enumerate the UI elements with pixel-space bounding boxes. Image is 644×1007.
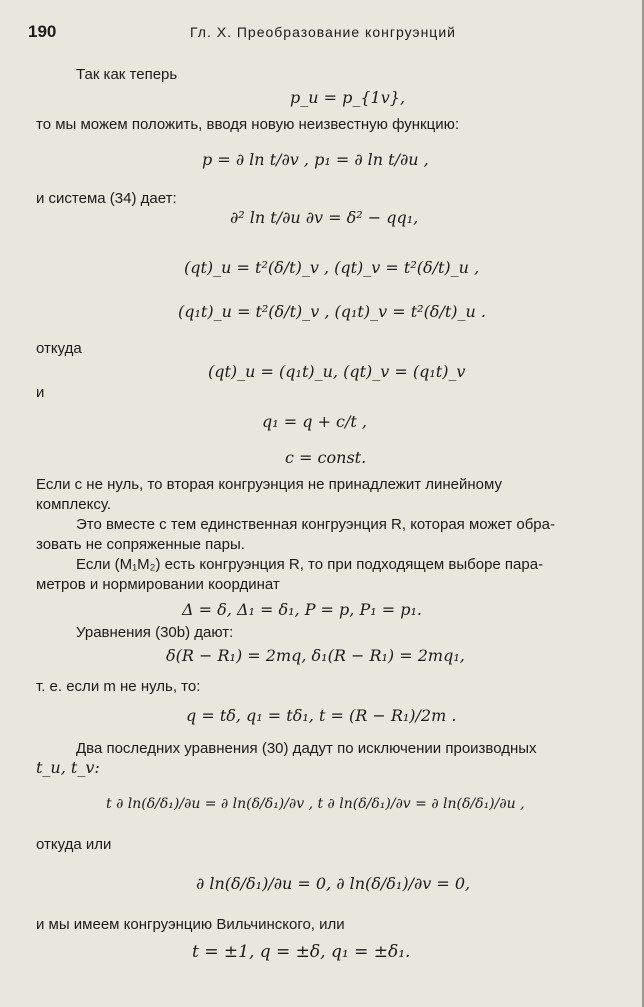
formula: (qt)_u = t²(δ/t)_v , (qt)_v = t²(δ/t)_u , (184, 258, 480, 277)
text-line: комплексу. (36, 496, 111, 513)
text-line: зовать не сопряженные пары. (36, 536, 245, 553)
formula: (q₁t)_u = t²(δ/t)_v , (q₁t)_v = t²(δ/t)_u . (178, 302, 486, 321)
text-line: и (36, 384, 45, 401)
text-line: Так как теперь (76, 66, 178, 83)
text-line: откуда или (36, 836, 112, 853)
text-line: Если (M₁M₂) есть конгруэнция R, то при подходящем выборе пара- (76, 556, 544, 573)
formula: ∂² ln t/∂u ∂v = δ² − qq₁, (230, 208, 419, 227)
text-line: Уравнения (30b) дают: (76, 624, 234, 641)
text-line: Это вместе с тем единственная конгруэнция R, которая может обра- (76, 516, 555, 533)
formula: p_u = p_{1v}, (290, 88, 406, 107)
running-header: Гл. X. Преобразование конгруэнций (190, 24, 456, 40)
text-line: то мы можем положить, вводя новую неизвестную функцию: (36, 116, 459, 133)
text-line: Если c не нуль, то вторая конгруэнция не принадлежит линейному (36, 476, 502, 493)
formula: q = tδ, q₁ = tδ₁, t = (R − R₁)/2m . (186, 706, 457, 725)
formula: q₁ = q + c/t , (262, 412, 368, 431)
formula: δ(R − R₁) = 2mq, δ₁(R − R₁) = 2mq₁, (166, 646, 465, 665)
text-line: метров и нормировании координат (36, 576, 280, 593)
text-line: и система (34) дает: (36, 190, 177, 207)
text-line: и мы имеем конгруэнцию Вильчинского, или (36, 916, 345, 933)
formula: t = ±1, q = ±δ, q₁ = ±δ₁. (192, 942, 411, 962)
text-line: т. е. если m не нуль, то: (36, 678, 201, 695)
text-line: откуда (36, 340, 82, 357)
formula: t_u, t_v: (36, 758, 100, 777)
formula: p = ∂ ln t/∂v , p₁ = ∂ ln t/∂u , (202, 150, 429, 169)
formula: c = const. (285, 448, 367, 467)
formula: Δ = δ, Δ₁ = δ₁, P = p, P₁ = p₁. (182, 600, 422, 619)
formula: (qt)_u = (q₁t)_u, (qt)_v = (q₁t)_v (208, 362, 466, 381)
formula: ∂ ln(δ/δ₁)/∂u = 0, ∂ ln(δ/δ₁)/∂v = 0, (196, 874, 471, 893)
formula: t ∂ ln(δ/δ₁)/∂u = ∂ ln(δ/δ₁)/∂v , t ∂ ln(δ/δ₁)/∂v = ∂ ln(δ/δ₁)/∂u , (106, 796, 525, 812)
page-number: 190 (28, 22, 57, 41)
text-line: Два последних уравнения (30) дадут по исключении производных (76, 740, 537, 757)
